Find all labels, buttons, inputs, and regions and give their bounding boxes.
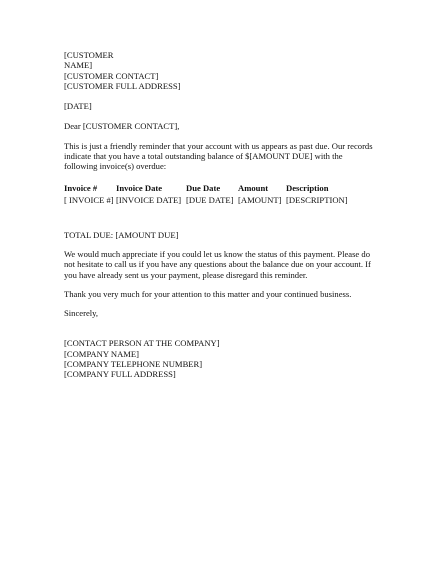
cell-invoice-date: [INVOICE DATE] xyxy=(116,194,182,205)
invoice-table-header-row xyxy=(64,183,376,195)
closing: Sincerely, xyxy=(64,308,99,319)
header-invoice-number: Invoice # xyxy=(64,182,98,193)
header-due-date: Due Date xyxy=(186,182,221,193)
signature-company-name: [COMPANY NAME] xyxy=(64,348,140,359)
customer-address-block xyxy=(64,50,384,91)
table-row xyxy=(64,195,376,206)
letter-date: [DATE] xyxy=(64,101,92,112)
salutation: Dear [CUSTOMER CONTACT], xyxy=(64,121,180,132)
thanks-paragraph: Thank you very much for your attention to this matter and your continued business. xyxy=(64,288,352,299)
cell-invoice-number: [ INVOICE #] xyxy=(64,194,114,205)
letter-page xyxy=(64,50,384,380)
request-paragraph xyxy=(64,249,384,280)
cell-description: [DESCRIPTION] xyxy=(286,194,348,205)
customer-address-line: [CUSTOMER FULL ADDRESS] xyxy=(64,80,181,91)
cell-amount: [AMOUNT] xyxy=(238,194,282,205)
signature-block xyxy=(64,338,384,379)
signature-contact-person: [CONTACT PERSON AT THE COMPANY] xyxy=(64,338,220,349)
request-line-1: We would much appreciate if you could let us know the status of this payment. Please do xyxy=(64,248,370,259)
intro-paragraph xyxy=(64,141,384,172)
signature-company-phone: [COMPANY TELEPHONE NUMBER] xyxy=(64,359,203,370)
customer-name-line-2: NAME] xyxy=(64,60,93,71)
total-due: TOTAL DUE: [AMOUNT DUE] xyxy=(64,229,179,240)
signature-company-address: [COMPANY FULL ADDRESS] xyxy=(64,369,176,380)
intro-line-1: This is just a friendly reminder that your account with us appears as past due. Our records xyxy=(64,140,373,151)
cell-due-date: [DUE DATE] xyxy=(186,194,234,205)
invoice-table xyxy=(64,183,376,206)
header-invoice-date: Invoice Date xyxy=(116,182,163,193)
intro-line-2: indicate that you have a total outstanding balance of $[AMOUNT DUE] with the xyxy=(64,151,343,162)
header-amount: Amount xyxy=(238,182,269,193)
header-description: Description xyxy=(286,182,329,193)
intro-line-3: following invoice(s) overdue: xyxy=(64,161,167,172)
request-line-3: you have already sent us your payment, please disregard this reminder. xyxy=(64,269,308,280)
customer-name-line-1: [CUSTOMER xyxy=(64,50,114,60)
customer-contact-line: [CUSTOMER CONTACT] xyxy=(64,70,159,81)
request-line-2: not hesitate to call us if you have any questions about the balance due on your account. If xyxy=(64,259,371,270)
